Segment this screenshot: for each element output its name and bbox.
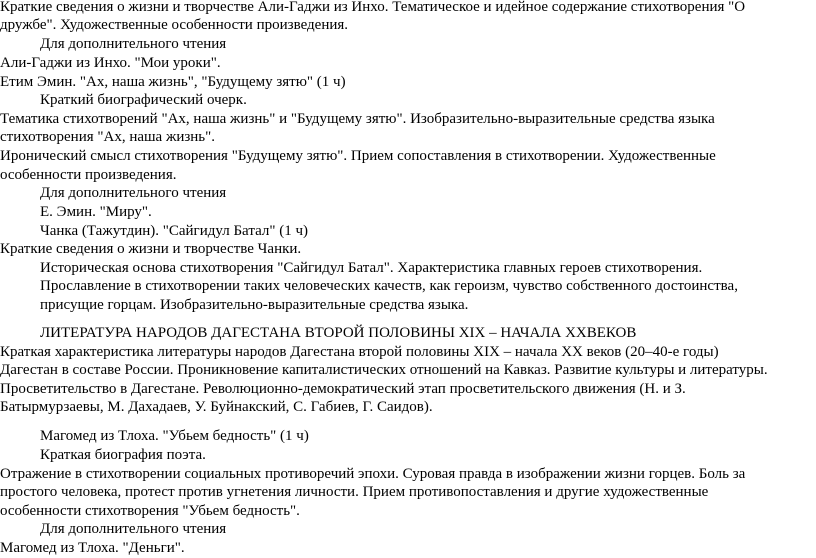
text-line: присущие горцам. Изобразительно-выразительные средства языка. — [40, 297, 469, 313]
text-line: Краткие сведения о жизни и творчестве Али-Гаджи из Инхо. Тематическое и идейное содержание стихотворения "О — [0, 0, 746, 15]
text-line: Магомед из Тлоха. "Деньги". — [0, 540, 185, 556]
section-heading: ЛИТЕРАТУРА НАРОДОВ ДАГЕСТАНА ВТОРОЙ ПОЛОВИНЫ XIX – НАЧАЛА XXВЕКОВ — [40, 324, 637, 341]
subheading-line: Краткий биографический очерк. — [40, 92, 247, 109]
subheading-line: Для дополнительного чтения — [40, 521, 227, 538]
subheading-line: Краткая биография поэта. — [40, 446, 206, 463]
text-line: особенности произведения. — [0, 166, 177, 183]
text-line: особенности стихотворения "Убьем бедность". — [0, 502, 300, 519]
subheading-line: Для дополнительного чтения — [40, 36, 227, 53]
text-line: Чанка (Тажутдин). "Сайгидул Батал" (1 ч) — [40, 222, 309, 239]
text-line: Краткие сведения о жизни и творчестве Чанки. — [0, 241, 302, 258]
text-line: Прославление в стихотворении таких человеческих качеств, как героизм, чувство собственного достоинства, — [40, 278, 738, 295]
text-line: Али-Гаджи из Инхо. "Мои уроки". — [0, 54, 221, 71]
text-line: простого человека, протест против угнетения личности. Прием противопоставления и другие художественные — [0, 484, 709, 501]
text-line: Просветительство в Дагестане. Революционно-демократический этап просветительского движения (Н. и З. — [0, 380, 686, 397]
text-line: Батырмурзаевы, М. Дахадаев, У. Буйнакский, С. Габиев, Г. Саидов). — [0, 399, 433, 416]
text-line: Отражение в стихотворении социальных противоречий эпохи. Суровая правда в изображении жизни горцев. Боль за — [0, 465, 746, 482]
subheading-line: Для дополнительного чтения — [40, 185, 227, 202]
text-line: Историческая основа стихотворения "Сайгидул Батал". Характеристика главных героев стихотворения. — [40, 259, 703, 276]
text-line: Тематика стихотворений "Ах, наша жизнь" и "Будущему зятю". Изобразительно-выразительные средства языка — [0, 110, 715, 127]
text-line: Е. Эмин. "Миру". — [40, 203, 152, 220]
text-line: дружбе". Художественные особенности произведения. — [0, 16, 349, 33]
text-line: Краткая характеристика литературы народов Дагестана второй половины XIX – начала XX веков (20–40-е годы) — [0, 343, 719, 360]
text-line: Магомед из Тлоха. "Убьем бедность" (1 ч) — [40, 428, 309, 445]
text-line: Иронический смысл стихотворения "Будущему зятю". Прием сопоставления в стихотворении. Художественные — [0, 148, 716, 164]
text-line: Етим Эмин. "Ах, наша жизнь", "Будущему зятю" (1 ч) — [0, 73, 346, 90]
text-line: Дагестан в составе России. Проникновение капиталистических отношений на Кавказ. Развитие культуры и литературы. — [0, 362, 768, 379]
text-line: стихотворения "Ах, наша жизнь". — [0, 129, 216, 146]
